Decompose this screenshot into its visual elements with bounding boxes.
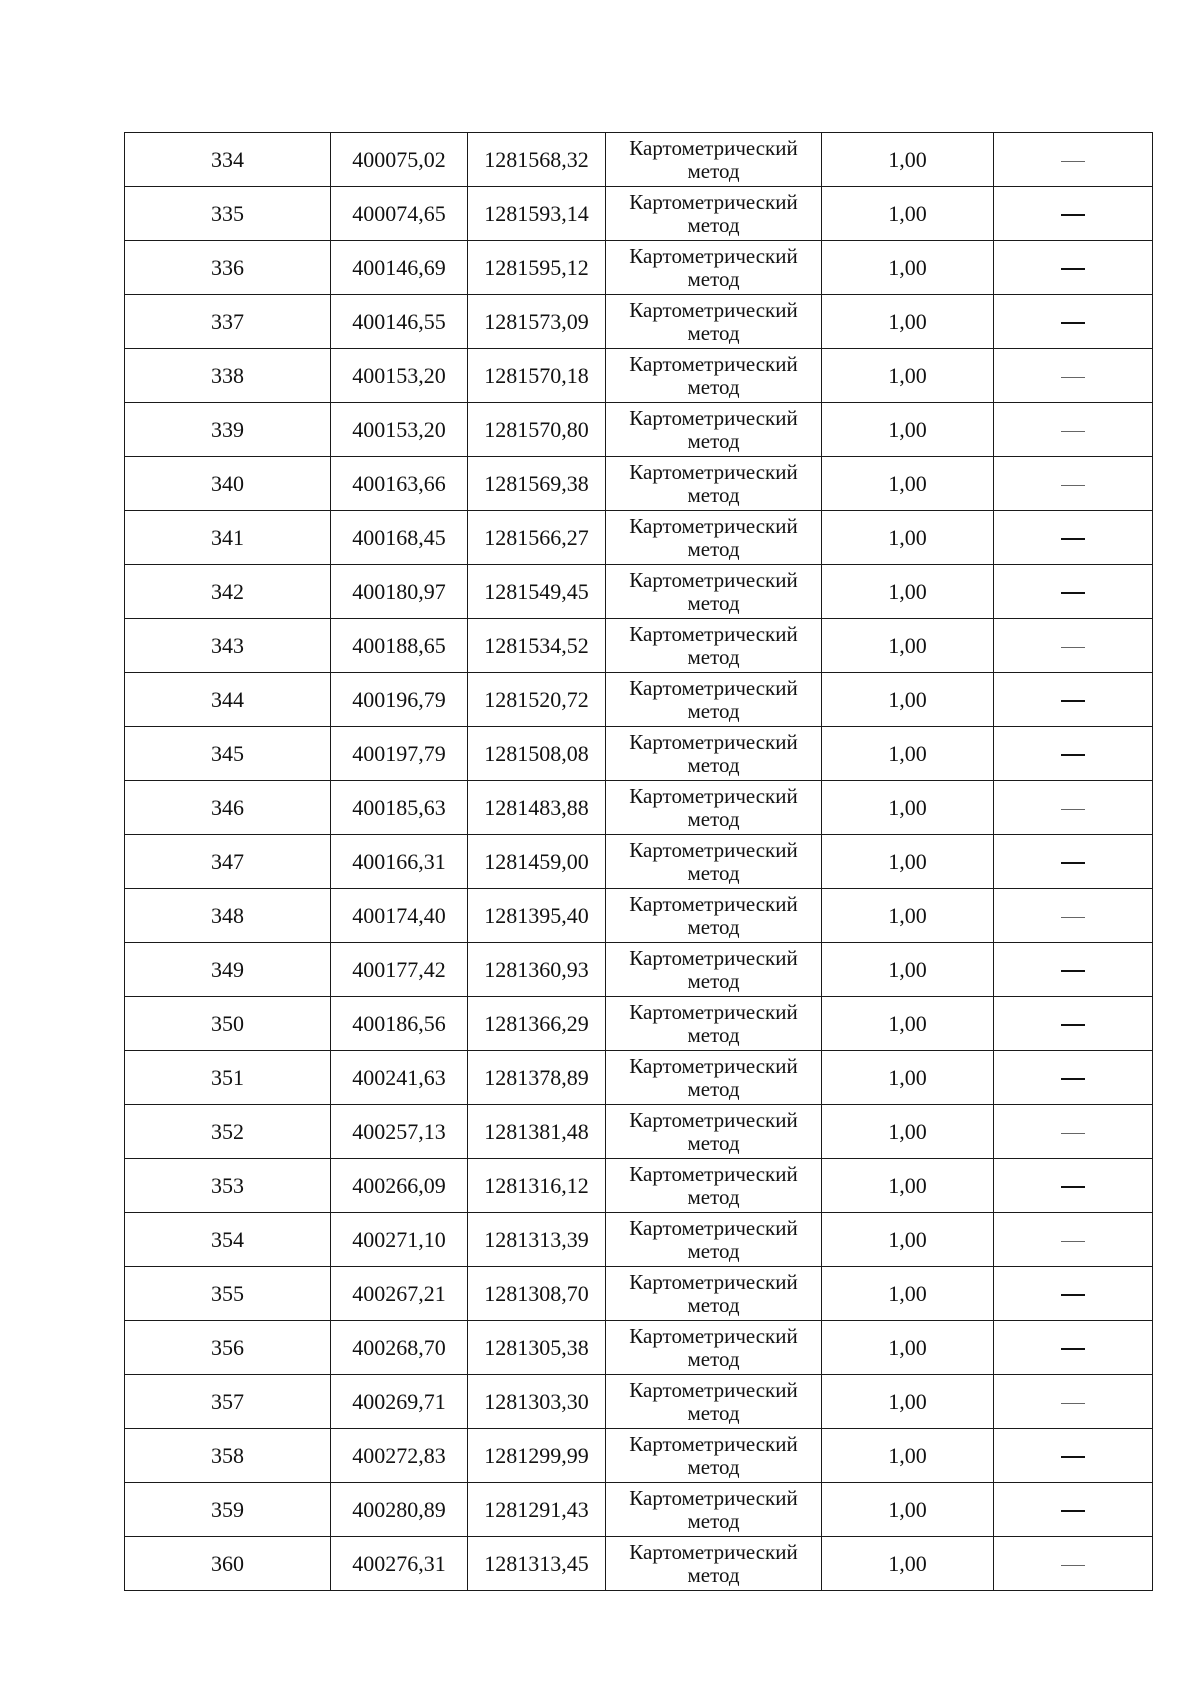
- method-cell: [606, 997, 822, 1051]
- point-number-cell: 339: [125, 403, 331, 457]
- table-row: [125, 1267, 1153, 1321]
- note-cell: [994, 673, 1153, 727]
- y-coordinate-cell: 1281566,27: [468, 511, 606, 565]
- point-number-cell: 348: [125, 889, 331, 943]
- point-number-cell: 335: [125, 187, 331, 241]
- note-cell: [994, 511, 1153, 565]
- method-line-2: метод: [687, 1508, 740, 1533]
- dash-mark: [1061, 917, 1085, 918]
- x-coordinate-cell: 400196,79: [331, 673, 468, 727]
- note-cell: [994, 1429, 1153, 1483]
- point-number-cell: 350: [125, 997, 331, 1051]
- x-coordinate-cell: 400280,89: [331, 1483, 468, 1537]
- method-cell: [606, 1051, 822, 1105]
- x-coordinate-cell: 400186,56: [331, 997, 468, 1051]
- method-line-1: Картометрический: [629, 729, 798, 754]
- method-line-2: метод: [687, 806, 740, 831]
- point-number-cell: 346: [125, 781, 331, 835]
- method-cell: [606, 1537, 822, 1591]
- method-line-2: метод: [687, 158, 740, 183]
- y-coordinate-cell: 1281595,12: [468, 241, 606, 295]
- method-line-2: метод: [687, 1346, 740, 1371]
- method-cell: [606, 1429, 822, 1483]
- x-coordinate-cell: 400075,02: [331, 133, 468, 187]
- coordinates-table-body: [125, 133, 1153, 1591]
- method-line-2: метод: [687, 212, 740, 237]
- method-line-1: Картометрический: [629, 459, 798, 484]
- table-row: [125, 349, 1153, 403]
- method-line-1: Картометрический: [629, 1323, 798, 1348]
- accuracy-cell: 1,00: [822, 997, 994, 1051]
- y-coordinate-cell: 1281520,72: [468, 673, 606, 727]
- method-line-2: метод: [687, 266, 740, 291]
- method-cell: [606, 295, 822, 349]
- dash-mark: [1061, 1348, 1085, 1350]
- method-line-1: Картометрический: [629, 243, 798, 268]
- method-cell: [606, 565, 822, 619]
- dash-mark: [1061, 647, 1085, 648]
- accuracy-cell: 1,00: [822, 133, 994, 187]
- method-cell: [606, 241, 822, 295]
- method-line-2: метод: [687, 1292, 740, 1317]
- y-coordinate-cell: 1281381,48: [468, 1105, 606, 1159]
- note-cell: [994, 1375, 1153, 1429]
- y-coordinate-cell: 1281313,39: [468, 1213, 606, 1267]
- dash-mark: [1061, 485, 1085, 486]
- point-number-cell: 336: [125, 241, 331, 295]
- x-coordinate-cell: 400166,31: [331, 835, 468, 889]
- y-coordinate-cell: 1281305,38: [468, 1321, 606, 1375]
- dash-mark: [1061, 862, 1085, 864]
- accuracy-cell: 1,00: [822, 457, 994, 511]
- x-coordinate-cell: 400241,63: [331, 1051, 468, 1105]
- table-row: [125, 457, 1153, 511]
- method-cell: [606, 727, 822, 781]
- method-line-2: метод: [687, 482, 740, 507]
- dash-mark: [1061, 1241, 1085, 1242]
- x-coordinate-cell: 400267,21: [331, 1267, 468, 1321]
- method-cell: [606, 1483, 822, 1537]
- y-coordinate-cell: 1281549,45: [468, 565, 606, 619]
- method-line-2: метод: [687, 536, 740, 561]
- table-row: [125, 1537, 1153, 1591]
- accuracy-cell: 1,00: [822, 403, 994, 457]
- dash-mark: [1061, 970, 1085, 972]
- dash-mark: [1061, 1294, 1085, 1296]
- note-cell: [994, 133, 1153, 187]
- dash-mark: [1061, 431, 1085, 432]
- method-line-1: Картометрический: [629, 189, 798, 214]
- method-line-1: Картометрический: [629, 891, 798, 916]
- accuracy-cell: 1,00: [822, 673, 994, 727]
- accuracy-cell: 1,00: [822, 1051, 994, 1105]
- accuracy-cell: 1,00: [822, 1483, 994, 1537]
- dash-mark: [1061, 268, 1085, 270]
- note-cell: [994, 1159, 1153, 1213]
- table-row: [125, 187, 1153, 241]
- y-coordinate-cell: 1281593,14: [468, 187, 606, 241]
- method-line-2: метод: [687, 428, 740, 453]
- accuracy-cell: 1,00: [822, 619, 994, 673]
- y-coordinate-cell: 1281459,00: [468, 835, 606, 889]
- method-line-1: Картометрический: [629, 135, 798, 160]
- table-row: [125, 889, 1153, 943]
- table-row: [125, 673, 1153, 727]
- method-line-1: Картометрический: [629, 351, 798, 376]
- dash-mark: [1061, 1403, 1085, 1404]
- accuracy-cell: 1,00: [822, 511, 994, 565]
- note-cell: [994, 997, 1153, 1051]
- method-cell: [606, 943, 822, 997]
- dash-mark: [1061, 1024, 1085, 1026]
- x-coordinate-cell: 400185,63: [331, 781, 468, 835]
- table-row: [125, 565, 1153, 619]
- point-number-cell: 342: [125, 565, 331, 619]
- method-line-1: Картометрический: [629, 783, 798, 808]
- method-line-1: Картометрический: [629, 1485, 798, 1510]
- point-number-cell: 334: [125, 133, 331, 187]
- y-coordinate-cell: 1281299,99: [468, 1429, 606, 1483]
- accuracy-cell: 1,00: [822, 1105, 994, 1159]
- point-number-cell: 347: [125, 835, 331, 889]
- table-row: [125, 835, 1153, 889]
- y-coordinate-cell: 1281378,89: [468, 1051, 606, 1105]
- x-coordinate-cell: 400276,31: [331, 1537, 468, 1591]
- method-line-1: Картометрический: [629, 1539, 798, 1564]
- point-number-cell: 360: [125, 1537, 331, 1591]
- method-line-1: Картометрический: [629, 1377, 798, 1402]
- accuracy-cell: 1,00: [822, 1429, 994, 1483]
- method-line-1: Картометрический: [629, 1053, 798, 1078]
- x-coordinate-cell: 400153,20: [331, 403, 468, 457]
- point-number-cell: 351: [125, 1051, 331, 1105]
- y-coordinate-cell: 1281316,12: [468, 1159, 606, 1213]
- table-row: [125, 295, 1153, 349]
- method-line-2: метод: [687, 914, 740, 939]
- method-line-1: Картометрический: [629, 405, 798, 430]
- y-coordinate-cell: 1281568,32: [468, 133, 606, 187]
- method-line-1: Картометрический: [629, 1215, 798, 1240]
- method-line-2: метод: [687, 1454, 740, 1479]
- method-cell: [606, 133, 822, 187]
- accuracy-cell: 1,00: [822, 1321, 994, 1375]
- x-coordinate-cell: 400271,10: [331, 1213, 468, 1267]
- method-line-2: метод: [687, 752, 740, 777]
- method-cell: [606, 1375, 822, 1429]
- x-coordinate-cell: 400269,71: [331, 1375, 468, 1429]
- dash-mark: [1061, 1186, 1085, 1188]
- y-coordinate-cell: 1281366,29: [468, 997, 606, 1051]
- x-coordinate-cell: 400268,70: [331, 1321, 468, 1375]
- x-coordinate-cell: 400163,66: [331, 457, 468, 511]
- method-line-2: метод: [687, 698, 740, 723]
- y-coordinate-cell: 1281508,08: [468, 727, 606, 781]
- point-number-cell: 357: [125, 1375, 331, 1429]
- y-coordinate-cell: 1281534,52: [468, 619, 606, 673]
- x-coordinate-cell: 400257,13: [331, 1105, 468, 1159]
- point-number-cell: 358: [125, 1429, 331, 1483]
- method-cell: [606, 403, 822, 457]
- table-row: [125, 781, 1153, 835]
- x-coordinate-cell: 400074,65: [331, 187, 468, 241]
- x-coordinate-cell: 400177,42: [331, 943, 468, 997]
- point-number-cell: 340: [125, 457, 331, 511]
- method-cell: [606, 835, 822, 889]
- method-line-1: Картометрический: [629, 1107, 798, 1132]
- coordinates-table: [124, 132, 1153, 1591]
- x-coordinate-cell: 400266,09: [331, 1159, 468, 1213]
- accuracy-cell: 1,00: [822, 727, 994, 781]
- method-line-2: метод: [687, 1400, 740, 1425]
- table-row: [125, 727, 1153, 781]
- method-line-1: Картометрический: [629, 999, 798, 1024]
- point-number-cell: 338: [125, 349, 331, 403]
- note-cell: [994, 241, 1153, 295]
- table-row: [125, 1105, 1153, 1159]
- accuracy-cell: 1,00: [822, 565, 994, 619]
- accuracy-cell: 1,00: [822, 1159, 994, 1213]
- method-line-2: метод: [687, 644, 740, 669]
- method-line-2: метод: [687, 1076, 740, 1101]
- point-number-cell: 359: [125, 1483, 331, 1537]
- note-cell: [994, 1051, 1153, 1105]
- accuracy-cell: 1,00: [822, 835, 994, 889]
- point-number-cell: 352: [125, 1105, 331, 1159]
- method-line-1: Картометрический: [629, 837, 798, 862]
- point-number-cell: 344: [125, 673, 331, 727]
- note-cell: [994, 187, 1153, 241]
- method-line-2: метод: [687, 320, 740, 345]
- dash-mark: [1061, 700, 1085, 702]
- x-coordinate-cell: 400180,97: [331, 565, 468, 619]
- table-row: [125, 943, 1153, 997]
- note-cell: [994, 1105, 1153, 1159]
- table-row: [125, 1213, 1153, 1267]
- y-coordinate-cell: 1281569,38: [468, 457, 606, 511]
- y-coordinate-cell: 1281313,45: [468, 1537, 606, 1591]
- method-line-2: метод: [687, 374, 740, 399]
- y-coordinate-cell: 1281570,18: [468, 349, 606, 403]
- dash-mark: [1061, 1565, 1085, 1566]
- y-coordinate-cell: 1281303,30: [468, 1375, 606, 1429]
- note-cell: [994, 1321, 1153, 1375]
- dash-mark: [1061, 754, 1085, 756]
- dash-mark: [1061, 214, 1085, 216]
- note-cell: [994, 1267, 1153, 1321]
- point-number-cell: 343: [125, 619, 331, 673]
- table-row: [125, 1051, 1153, 1105]
- dash-mark: [1061, 377, 1085, 378]
- note-cell: [994, 349, 1153, 403]
- point-number-cell: 349: [125, 943, 331, 997]
- table-row: [125, 1429, 1153, 1483]
- method-line-1: Картометрический: [629, 1269, 798, 1294]
- dash-mark: [1061, 1456, 1085, 1458]
- method-cell: [606, 511, 822, 565]
- method-line-1: Картометрический: [629, 621, 798, 646]
- accuracy-cell: 1,00: [822, 1537, 994, 1591]
- x-coordinate-cell: 400272,83: [331, 1429, 468, 1483]
- method-line-1: Картометрический: [629, 297, 798, 322]
- method-cell: [606, 1159, 822, 1213]
- method-line-2: метод: [687, 1238, 740, 1263]
- accuracy-cell: 1,00: [822, 943, 994, 997]
- method-cell: [606, 1105, 822, 1159]
- accuracy-cell: 1,00: [822, 241, 994, 295]
- table-row: [125, 1483, 1153, 1537]
- accuracy-cell: 1,00: [822, 1213, 994, 1267]
- method-cell: [606, 1267, 822, 1321]
- x-coordinate-cell: 400168,45: [331, 511, 468, 565]
- method-cell: [606, 673, 822, 727]
- note-cell: [994, 565, 1153, 619]
- accuracy-cell: 1,00: [822, 1267, 994, 1321]
- method-cell: [606, 1321, 822, 1375]
- x-coordinate-cell: 400146,55: [331, 295, 468, 349]
- method-cell: [606, 1213, 822, 1267]
- method-line-2: метод: [687, 1184, 740, 1209]
- note-cell: [994, 889, 1153, 943]
- dash-mark: [1061, 1510, 1085, 1512]
- note-cell: [994, 1483, 1153, 1537]
- method-cell: [606, 619, 822, 673]
- dash-mark: [1061, 1078, 1085, 1080]
- method-line-1: Картометрический: [629, 513, 798, 538]
- table-row: [125, 619, 1153, 673]
- x-coordinate-cell: 400146,69: [331, 241, 468, 295]
- table-row: [125, 241, 1153, 295]
- note-cell: [994, 403, 1153, 457]
- table-row: [125, 1159, 1153, 1213]
- x-coordinate-cell: 400188,65: [331, 619, 468, 673]
- table-row: [125, 133, 1153, 187]
- point-number-cell: 345: [125, 727, 331, 781]
- x-coordinate-cell: 400197,79: [331, 727, 468, 781]
- point-number-cell: 353: [125, 1159, 331, 1213]
- note-cell: [994, 457, 1153, 511]
- accuracy-cell: 1,00: [822, 1375, 994, 1429]
- accuracy-cell: 1,00: [822, 781, 994, 835]
- method-line-1: Картометрический: [629, 675, 798, 700]
- accuracy-cell: 1,00: [822, 349, 994, 403]
- dash-mark: [1061, 322, 1085, 324]
- y-coordinate-cell: 1281573,09: [468, 295, 606, 349]
- dash-mark: [1061, 592, 1085, 594]
- x-coordinate-cell: 400153,20: [331, 349, 468, 403]
- x-coordinate-cell: 400174,40: [331, 889, 468, 943]
- note-cell: [994, 295, 1153, 349]
- note-cell: [994, 727, 1153, 781]
- table-row: [125, 997, 1153, 1051]
- y-coordinate-cell: 1281360,93: [468, 943, 606, 997]
- note-cell: [994, 781, 1153, 835]
- method-line-2: метод: [687, 1130, 740, 1155]
- method-cell: [606, 349, 822, 403]
- method-cell: [606, 889, 822, 943]
- method-cell: [606, 187, 822, 241]
- accuracy-cell: 1,00: [822, 187, 994, 241]
- y-coordinate-cell: 1281483,88: [468, 781, 606, 835]
- dash-mark: [1061, 1133, 1085, 1134]
- method-line-1: Картометрический: [629, 945, 798, 970]
- method-cell: [606, 457, 822, 511]
- note-cell: [994, 943, 1153, 997]
- method-line-1: Картометрический: [629, 1431, 798, 1456]
- table-row: [125, 511, 1153, 565]
- method-cell: [606, 781, 822, 835]
- accuracy-cell: 1,00: [822, 295, 994, 349]
- method-line-2: метод: [687, 1562, 740, 1587]
- table-row: [125, 1321, 1153, 1375]
- dash-mark: [1061, 538, 1085, 540]
- note-cell: [994, 1537, 1153, 1591]
- accuracy-cell: 1,00: [822, 889, 994, 943]
- point-number-cell: 354: [125, 1213, 331, 1267]
- note-cell: [994, 1213, 1153, 1267]
- y-coordinate-cell: 1281308,70: [468, 1267, 606, 1321]
- dash-mark: [1061, 809, 1085, 810]
- point-number-cell: 356: [125, 1321, 331, 1375]
- method-line-1: Картометрический: [629, 1161, 798, 1186]
- method-line-1: Картометрический: [629, 567, 798, 592]
- dash-mark: [1061, 161, 1085, 162]
- table-row: [125, 403, 1153, 457]
- point-number-cell: 355: [125, 1267, 331, 1321]
- note-cell: [994, 619, 1153, 673]
- method-line-2: метод: [687, 590, 740, 615]
- note-cell: [994, 835, 1153, 889]
- method-line-2: метод: [687, 968, 740, 993]
- y-coordinate-cell: 1281291,43: [468, 1483, 606, 1537]
- y-coordinate-cell: 1281395,40: [468, 889, 606, 943]
- table-row: [125, 1375, 1153, 1429]
- point-number-cell: 337: [125, 295, 331, 349]
- method-line-2: метод: [687, 860, 740, 885]
- method-line-2: метод: [687, 1022, 740, 1047]
- y-coordinate-cell: 1281570,80: [468, 403, 606, 457]
- point-number-cell: 341: [125, 511, 331, 565]
